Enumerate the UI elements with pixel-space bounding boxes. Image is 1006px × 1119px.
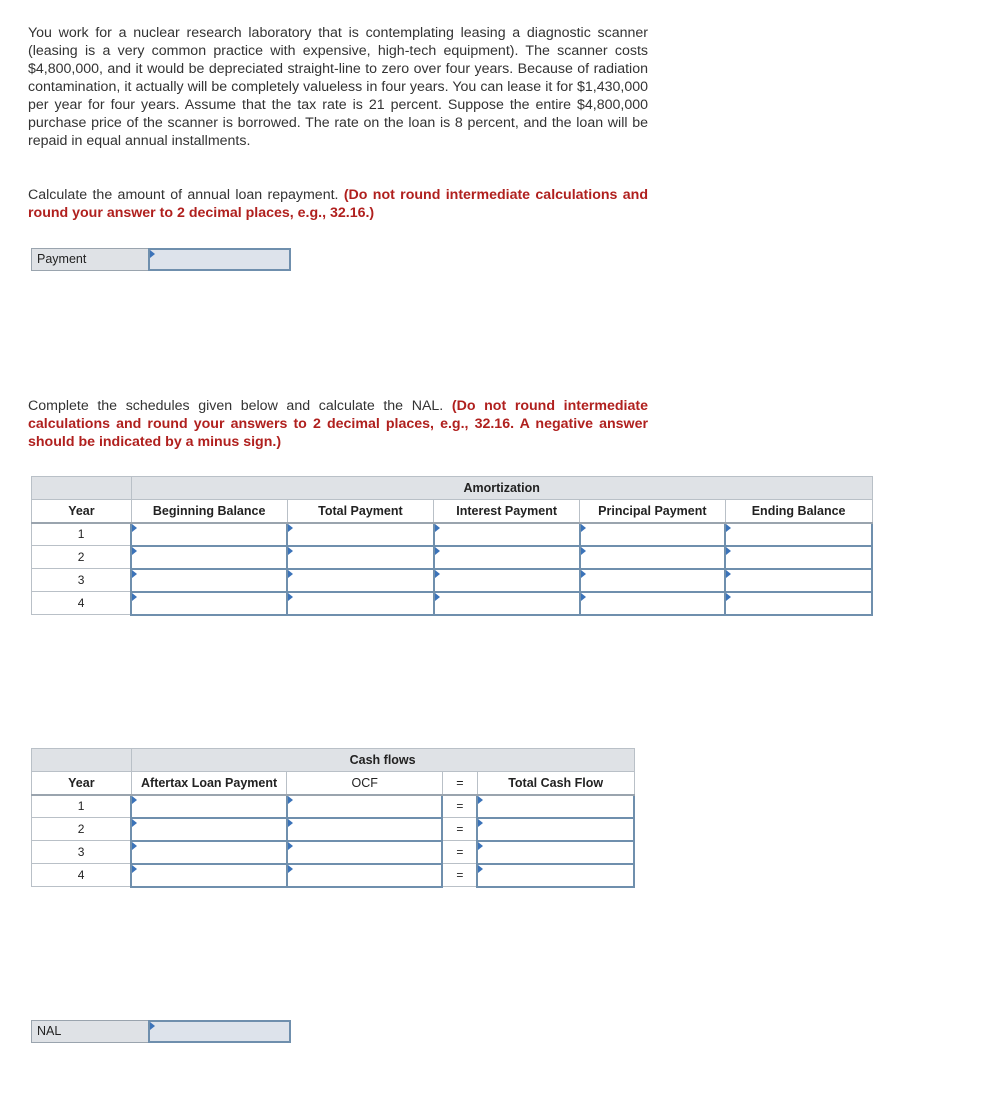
equals-sign: = [442, 864, 477, 887]
payment-label: Payment [31, 248, 149, 271]
equals-sign: = [442, 795, 477, 818]
aftertax-loan-payment-input[interactable] [131, 841, 287, 864]
ending-balance-input[interactable] [725, 546, 872, 569]
question-1 [28, 186, 648, 222]
question-2-instruction: (Do not round intermediate calculations and round your answers to 2 decimal places, e.g., 32.16. A negative answer should be indicated by a minus sign.) [28, 398, 648, 450]
col-total-payment: Total Payment [287, 500, 434, 523]
col-principal-payment: Principal Payment [580, 500, 726, 523]
problem-intro: You work for a nuclear research laboratory that is contemplating leasing a diagnostic scanner (leasing is a very common practice with expensive, high-tech equipment). The scanner costs $4,800,000, and it would be depreciated straight-line to zero over four years. Because of radiation contamination, it actually will be completely valueless in four years. You can lease it for $1,430,000 per year for four years. Assume that the tax rate is 21 percent. Suppose the entire $4,800,000 purchase price of the scanner is borrowed. The rate on the loan is 8 percent, and the loan will be repaid in equal annual installments. [28, 25, 648, 149]
year-cell: 3 [32, 569, 132, 592]
question-1-instruction: (Do not round intermediate calculations and round your answer to 2 decimal places, e.g., 32.16.) [28, 187, 648, 221]
ending-balance-input[interactable] [725, 592, 872, 615]
equals-sign: = [442, 818, 477, 841]
year-cell: 1 [32, 795, 132, 818]
year-cell: 1 [32, 523, 132, 546]
beginning-balance-input[interactable] [131, 523, 287, 546]
question-2-text: Complete the schedules given below and calculate the NAL. [28, 398, 444, 414]
equals-sign: = [442, 841, 477, 864]
year-cell: 2 [32, 818, 132, 841]
col-equals: = [442, 772, 477, 795]
col-aftertax-loan-payment: Aftertax Loan Payment [131, 772, 287, 795]
amortization-corner [32, 477, 132, 500]
question-1-text: Calculate the amount of annual loan repayment. [28, 187, 339, 203]
beginning-balance-input[interactable] [131, 569, 287, 592]
cashflows-title: Cash flows [131, 749, 634, 772]
aftertax-loan-payment-input[interactable] [131, 795, 287, 818]
interest-payment-input[interactable] [434, 569, 580, 592]
input-marker-icon [150, 250, 155, 258]
beginning-balance-input[interactable] [131, 546, 287, 569]
col-year: Year [32, 500, 132, 523]
table-row [32, 546, 873, 569]
col-beginning-balance: Beginning Balance [131, 500, 287, 523]
ocf-input[interactable] [287, 841, 443, 864]
nal-input[interactable] [148, 1020, 291, 1043]
total-cash-flow-input[interactable] [477, 864, 634, 887]
payment-input[interactable] [148, 248, 291, 271]
interest-payment-input[interactable] [434, 523, 580, 546]
ocf-input[interactable] [287, 795, 443, 818]
col-interest-payment: Interest Payment [434, 500, 580, 523]
question-2 [28, 397, 648, 451]
table-row [32, 818, 635, 841]
col-year: Year [32, 772, 132, 795]
total-cash-flow-input[interactable] [477, 841, 634, 864]
total-cash-flow-input[interactable] [477, 795, 634, 818]
total-payment-input[interactable] [287, 523, 434, 546]
amortization-table [31, 476, 873, 616]
aftertax-loan-payment-input[interactable] [131, 864, 287, 887]
cashflows-table [31, 748, 635, 888]
principal-payment-input[interactable] [580, 592, 726, 615]
ocf-input[interactable] [287, 818, 443, 841]
col-total-cash-flow: Total Cash Flow [477, 772, 634, 795]
total-payment-input[interactable] [287, 592, 434, 615]
nal-label: NAL [31, 1020, 149, 1043]
total-payment-input[interactable] [287, 546, 434, 569]
total-payment-input[interactable] [287, 569, 434, 592]
aftertax-loan-payment-input[interactable] [131, 818, 287, 841]
principal-payment-input[interactable] [580, 569, 726, 592]
ocf-input[interactable] [287, 864, 443, 887]
principal-payment-input[interactable] [580, 546, 726, 569]
cashflows-corner [32, 749, 132, 772]
table-row [32, 795, 635, 818]
table-row [32, 592, 873, 615]
input-marker-icon [150, 1022, 155, 1030]
table-row [32, 864, 635, 887]
total-cash-flow-input[interactable] [477, 818, 634, 841]
amortization-title: Amortization [131, 477, 872, 500]
interest-payment-input[interactable] [434, 592, 580, 615]
interest-payment-input[interactable] [434, 546, 580, 569]
table-row [32, 569, 873, 592]
ending-balance-input[interactable] [725, 523, 872, 546]
col-ending-balance: Ending Balance [725, 500, 872, 523]
beginning-balance-input[interactable] [131, 592, 287, 615]
year-cell: 3 [32, 841, 132, 864]
year-cell: 4 [32, 864, 132, 887]
col-ocf: OCF [287, 772, 443, 795]
principal-payment-input[interactable] [580, 523, 726, 546]
table-row [32, 523, 873, 546]
year-cell: 4 [32, 592, 132, 615]
ending-balance-input[interactable] [725, 569, 872, 592]
year-cell: 2 [32, 546, 132, 569]
table-row [32, 841, 635, 864]
